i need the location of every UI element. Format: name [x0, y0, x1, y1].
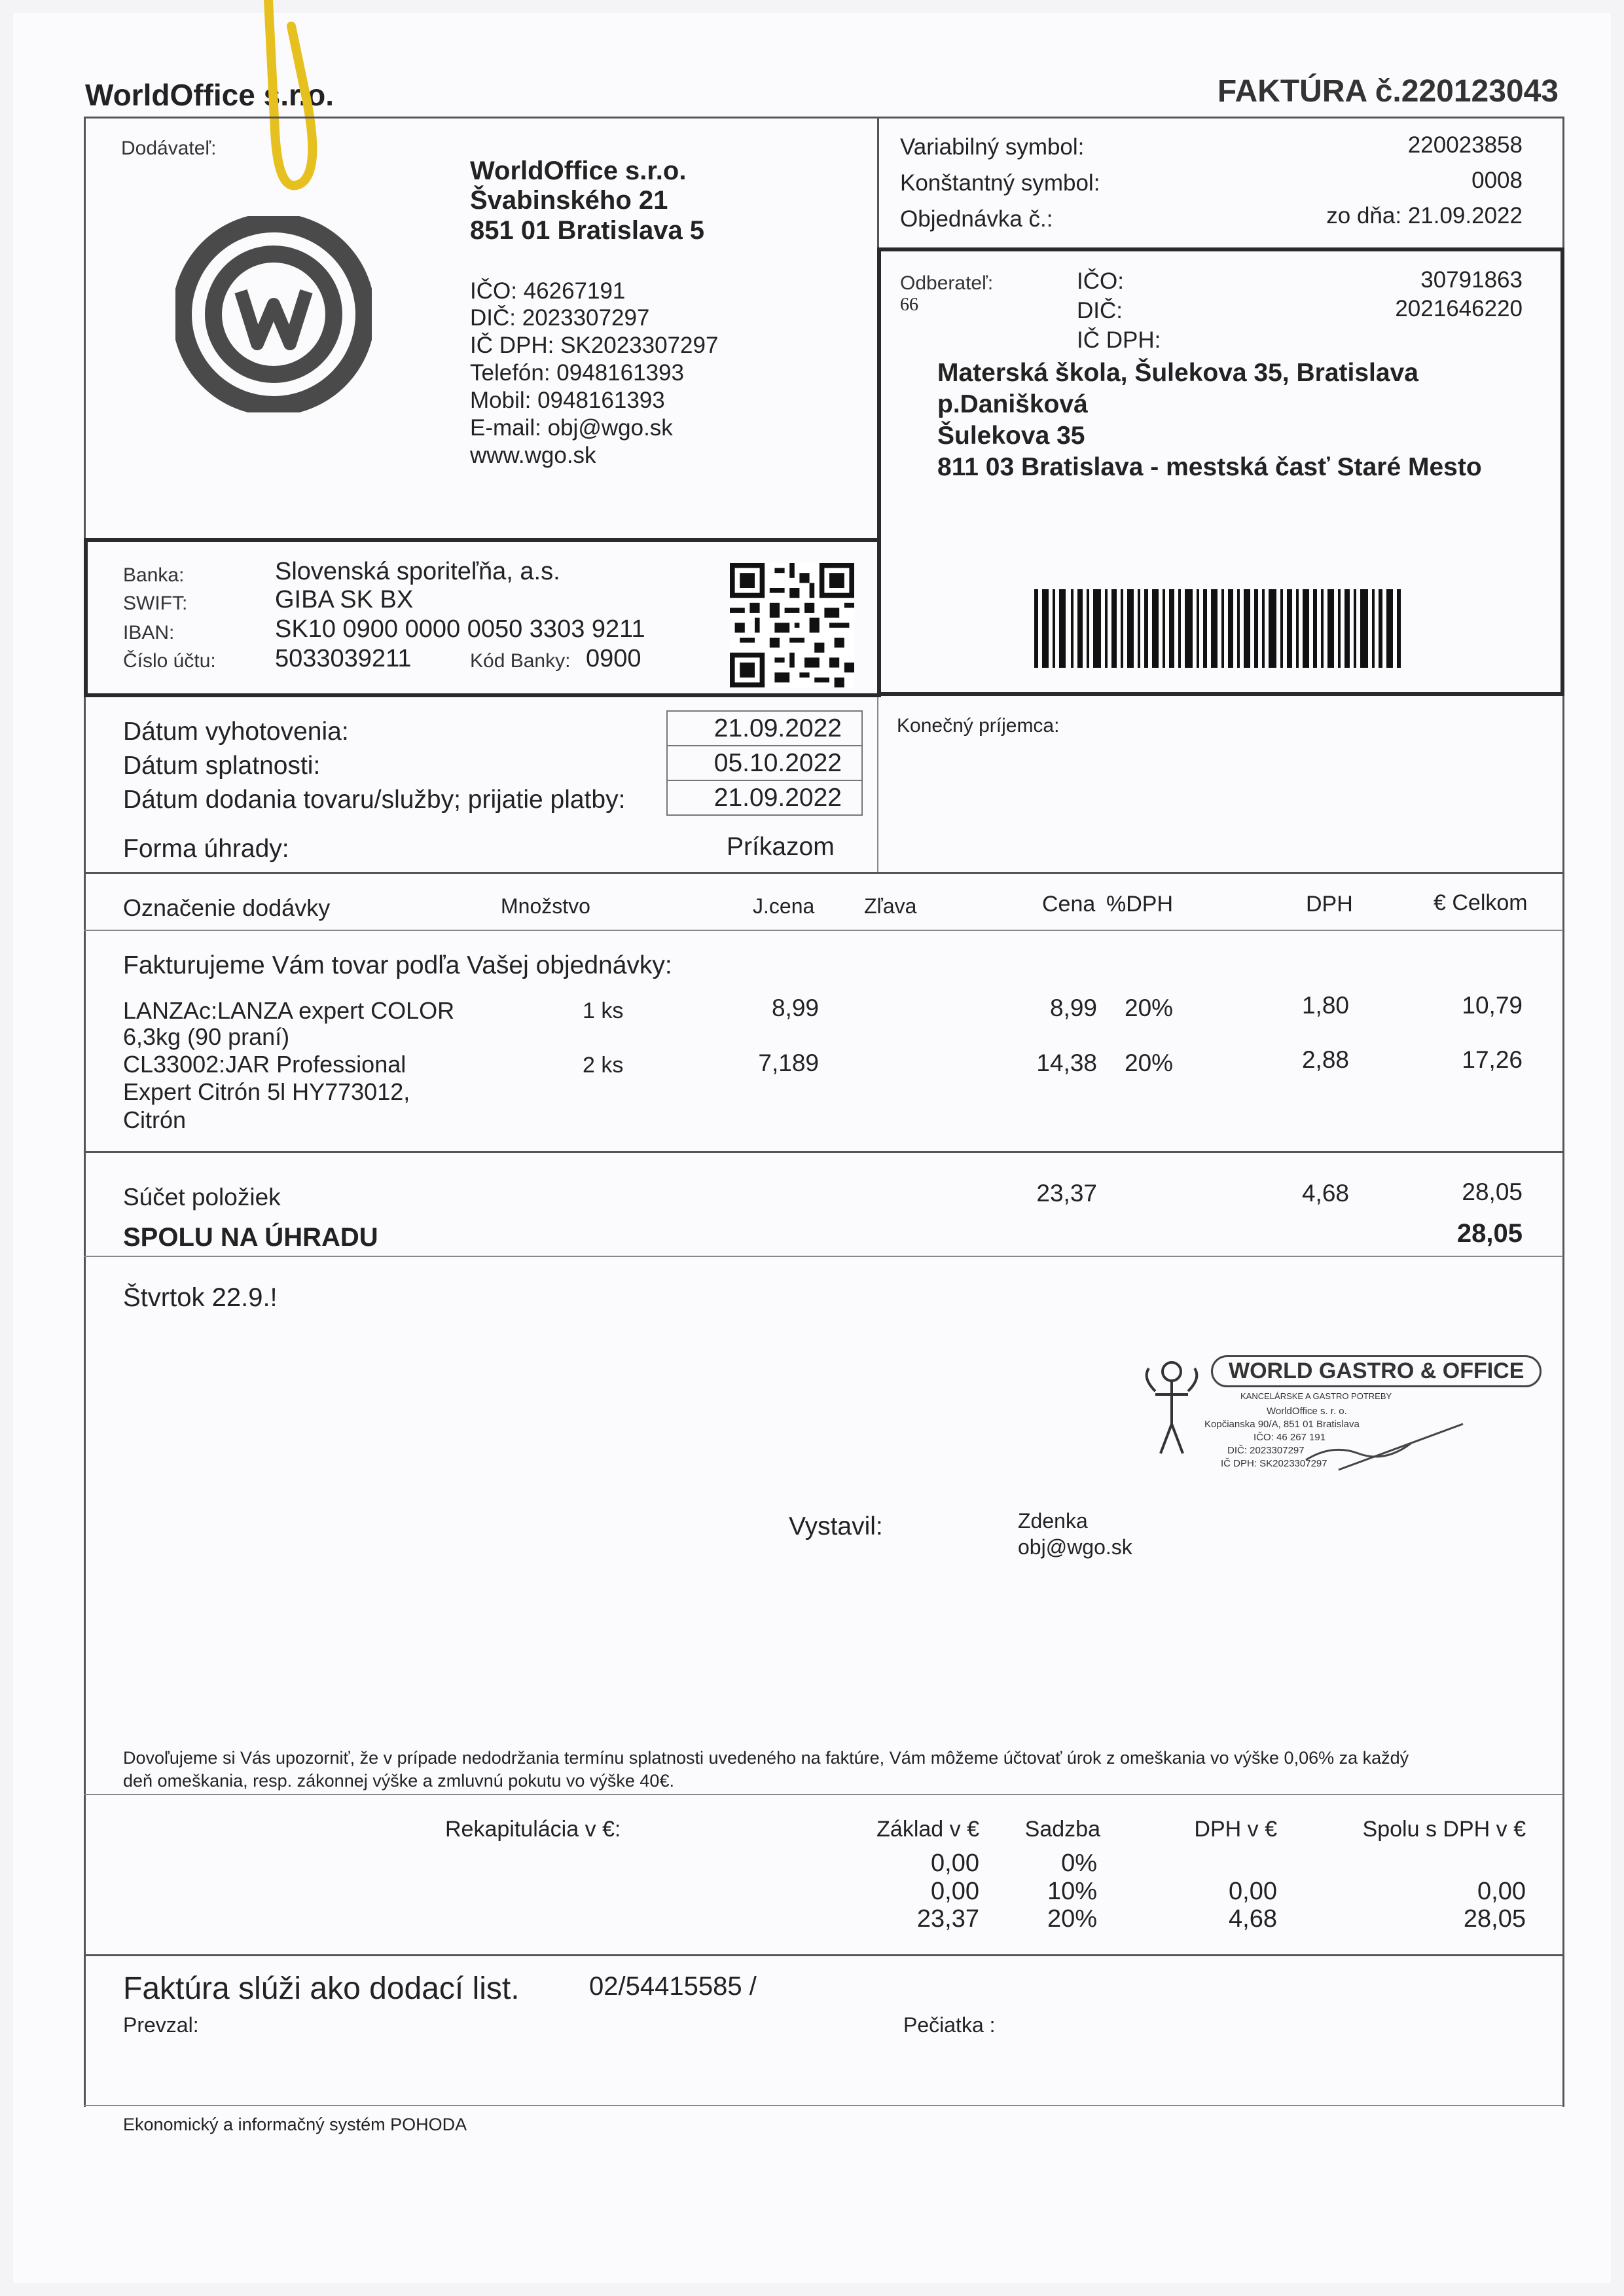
- customer-dic-value: 2021646220: [1395, 296, 1523, 321]
- item2-name-line3: Citrón: [123, 1106, 187, 1133]
- item1-total: 10,79: [1462, 992, 1523, 1019]
- frame-top: [84, 117, 1563, 118]
- company-stamp: [1136, 1345, 1525, 1489]
- payment-method-label: Forma úhrady:: [123, 835, 289, 863]
- frame-left: [84, 117, 86, 2107]
- issue-date-value: 21.09.2022: [666, 710, 863, 746]
- items-header-top: [84, 872, 1563, 874]
- supplier-email[interactable]: E-mail: obj@wgo.sk: [470, 415, 673, 441]
- customer-line4: 811 03 Bratislava - mestská časť Staré Mesto: [937, 453, 1482, 481]
- delivery-note: Faktúra slúži ako dodací list.: [123, 1971, 520, 2006]
- stamp-logo: WORLD GASTRO & OFFICE: [1211, 1355, 1542, 1387]
- supplier-phone: Telefón: 0948161393: [470, 360, 684, 386]
- recap-row3-total: 28,05: [1463, 1905, 1526, 1933]
- stamp-line1: WorldOffice s. r. o.: [1267, 1406, 1347, 1417]
- recap-row1-rate: 0%: [1061, 1850, 1097, 1877]
- pay-total: 28,05: [1456, 1219, 1523, 1248]
- account-label: Číslo účtu:: [123, 650, 216, 672]
- customer-label: Odberateľ:: [900, 272, 994, 294]
- handwritten-phone: 02/54415585 /: [589, 1972, 757, 2001]
- col-quantity: Množstvo: [501, 894, 590, 918]
- sum-price: 23,37: [1036, 1180, 1097, 1207]
- items-header-bottom: [84, 930, 1563, 931]
- item2-name-line1: CL33002:JAR Professional: [123, 1051, 406, 1078]
- recap-row2-vat: 0,00: [1229, 1878, 1277, 1905]
- variable-symbol-value: 220023858: [1407, 132, 1523, 158]
- customer-icdph-label: IČ DPH:: [1077, 327, 1161, 353]
- supplier-street: Švabinského 21: [470, 186, 668, 215]
- item2-vat: 2,88: [1301, 1046, 1349, 1073]
- issue-date-label: Dátum vyhotovenia:: [123, 718, 349, 746]
- variable-symbol-label: Variabilný symbol:: [900, 134, 1085, 160]
- col-discount: Zľava: [864, 894, 917, 918]
- stamp-tagline: KANCELÁRSKE A GASTRO POTREBY: [1240, 1391, 1392, 1401]
- paperclip-icon: [229, 0, 334, 210]
- issuer-email[interactable]: obj@wgo.sk: [1018, 1535, 1132, 1559]
- sum-vat: 4,68: [1301, 1180, 1349, 1207]
- recap-row3-vat: 4,68: [1229, 1905, 1277, 1933]
- supplier-web[interactable]: www.wgo.sk: [470, 443, 596, 468]
- item1-name-line1: LANZAc:LANZA expert COLOR: [123, 997, 455, 1024]
- recap-col-vat: DPH v €: [1194, 1817, 1277, 1842]
- final-recipient-label: Konečný príjemca:: [897, 715, 1060, 737]
- customer-ico-label: IČO:: [1077, 268, 1124, 294]
- recap-col-base: Základ v €: [876, 1817, 979, 1842]
- supplier-name: WorldOffice s.r.o.: [470, 156, 687, 185]
- order-date: zo dňa: 21.09.2022: [1326, 203, 1523, 228]
- barcode: [1034, 589, 1407, 674]
- stamp-line2: Kopčianska 90/A, 851 01 Bratislava: [1204, 1419, 1360, 1430]
- swift-value: GIBA SK BX: [275, 586, 414, 613]
- bank-value: Slovenská sporiteľňa, a.s.: [275, 558, 560, 585]
- item2-total: 17,26: [1462, 1046, 1523, 1073]
- iban-label: IBAN:: [123, 622, 175, 644]
- col-total: € Celkom: [1434, 890, 1528, 915]
- iban-value: SK10 0900 0000 0050 3303 9211: [275, 615, 645, 643]
- bankcode-value: 0900: [586, 645, 641, 672]
- customer-code: 66: [900, 295, 918, 315]
- invoice-title: FAKTÚRA č.220123043: [1217, 74, 1559, 109]
- recap-label: Rekapitulácia v €:: [445, 1817, 621, 1842]
- system-label: Ekonomický a informačný systém POHODA: [123, 2115, 467, 2134]
- company-logo: [175, 216, 372, 412]
- recap-row3-base: 23,37: [916, 1905, 979, 1933]
- constant-symbol-value: 0008: [1471, 168, 1523, 193]
- sum-total: 28,05: [1462, 1178, 1523, 1205]
- col-designation: Označenie dodávky: [123, 894, 331, 921]
- supplier-label: Dodávateľ:: [121, 137, 217, 159]
- stamp-label: Pečiatka :: [903, 2013, 996, 2037]
- recap-row1-base: 0,00: [931, 1850, 979, 1877]
- bankcode-label: Kód Banky:: [470, 650, 571, 672]
- stamp-line3: IČO: 46 267 191: [1254, 1432, 1326, 1443]
- notice-line2: deň omeškania, resp. zákonnej výške a zmluvnú pokutu vo výške 40€.: [123, 1771, 674, 1791]
- footer-top-line: [84, 1954, 1563, 1956]
- col-vat-rate: %DPH: [1106, 892, 1174, 917]
- pay-label: SPOLU NA ÚHRADU: [123, 1223, 378, 1252]
- item1-vat: 1,80: [1301, 992, 1349, 1019]
- payment-method-value: Príkazom: [727, 833, 835, 861]
- customer-line2: p.Danišková: [937, 390, 1088, 418]
- supplier-mobile: Mobil: 0948161393: [470, 388, 665, 413]
- totals-top-line: [84, 1151, 1563, 1153]
- customer-ico-value: 30791863: [1420, 267, 1523, 293]
- col-unit-price: J.cena: [753, 894, 815, 918]
- delivery-date-label: Dátum dodania tovaru/služby; prijatie platby:: [123, 786, 626, 814]
- stamp-line5: IČ DPH: SK2023307297: [1221, 1458, 1327, 1469]
- item1-name-line2: 6,3kg (90 praní): [123, 1023, 290, 1050]
- recap-row2-total: 0,00: [1477, 1878, 1526, 1905]
- recap-row2-base: 0,00: [931, 1878, 979, 1905]
- item1-unit-price: 8,99: [771, 994, 819, 1021]
- item1-vat-rate: 20%: [1125, 994, 1174, 1021]
- company-header: WorldOffice s.r.o.: [85, 78, 334, 112]
- notice-line1: Dovoľujeme si Vás upozorniť, že v prípade nedodržania termínu splatnosti uvedeného na faktúre, Vám môžeme účtovať úrok z omeškania vo výške 0,06% za každý: [123, 1748, 1409, 1768]
- bank-label: Banka:: [123, 564, 185, 586]
- recap-col-rate: Sadzba: [1024, 1817, 1100, 1842]
- due-date-label: Dátum splatnosti:: [123, 752, 321, 780]
- constant-symbol-label: Konštantný symbol:: [900, 170, 1100, 196]
- issuer-label: Vystavil:: [789, 1512, 883, 1540]
- item1-qty: 1 ks: [583, 998, 624, 1023]
- col-price: Cena: [1042, 892, 1096, 917]
- item2-unit-price: 7,189: [758, 1049, 819, 1076]
- items-intro: Fakturujeme Vám tovar podľa Vašej objednávky:: [123, 951, 672, 979]
- order-number-label: Objednávka č.:: [900, 206, 1053, 232]
- item2-price: 14,38: [1036, 1049, 1097, 1076]
- col-vat: DPH: [1306, 892, 1353, 917]
- recap-row2-rate: 10%: [1047, 1878, 1097, 1905]
- supplier-dic: DIČ: 2023307297: [470, 305, 650, 331]
- item1-price: 8,99: [1049, 994, 1097, 1021]
- recap-row3-rate: 20%: [1047, 1905, 1097, 1933]
- qr-code: [730, 563, 854, 687]
- totals-bottom-line: [84, 1256, 1563, 1257]
- stamp-line4: DIČ: 2023307297: [1227, 1445, 1305, 1456]
- issuer-name: Zdenka: [1018, 1509, 1088, 1533]
- swift-label: SWIFT:: [123, 592, 188, 614]
- item2-qty: 2 ks: [583, 1053, 624, 1078]
- sum-label: Súčet položiek: [123, 1184, 281, 1211]
- supplier-ico: IČO: 46267191: [470, 278, 626, 304]
- supplier-icdph: IČ DPH: SK2023307297: [470, 333, 719, 358]
- customer-line1: Materská škola, Šulekova 35, Bratislava: [937, 359, 1418, 387]
- recap-col-total: Spolu s DPH v €: [1362, 1817, 1526, 1842]
- supplier-city: 851 01 Bratislava 5: [470, 216, 705, 245]
- account-value: 5033039211: [275, 645, 412, 672]
- due-date-value: 05.10.2022: [666, 745, 863, 781]
- item2-vat-rate: 20%: [1125, 1049, 1174, 1076]
- customer-line3: Šulekova 35: [937, 422, 1085, 450]
- received-label: Prevzal:: [123, 2013, 199, 2037]
- frame-mid-divider: [877, 117, 879, 247]
- delivery-date-value: 21.09.2022: [666, 780, 863, 816]
- recipient-divider: [877, 697, 878, 873]
- handwritten-note: Štvrtok 22.9.!: [123, 1283, 278, 1312]
- customer-dic-label: DIČ:: [1077, 298, 1123, 323]
- footer-bottom-line: [84, 2105, 1563, 2106]
- item2-name-line2: Expert Citrón 5l HY773012,: [123, 1078, 410, 1105]
- notice-line: [84, 1794, 1563, 1795]
